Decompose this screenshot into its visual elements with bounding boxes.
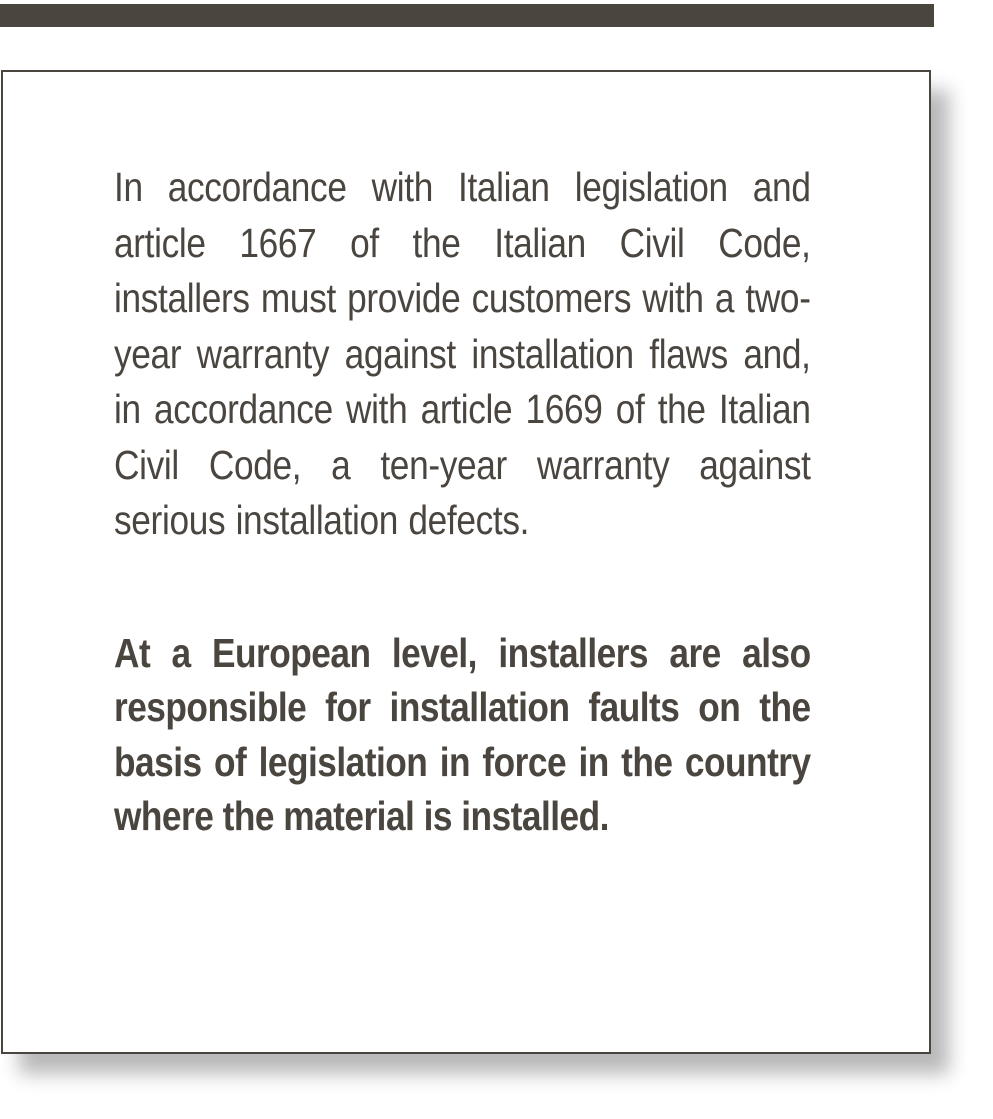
header-bar <box>0 4 934 27</box>
warranty-text-block <box>114 160 811 844</box>
paragraph-spacer <box>114 549 811 626</box>
european-responsibility-paragraph: At a European level, installers are also responsible for installation faults on the basis of legislation in force in the country where the material is installed. <box>114 629 811 839</box>
italian-warranty-paragraph: In accordance with Italian legislation and article 1667 of the Italian Civil Code, installers must provide customers with a two-year warranty against installation flaws and, in accordance with article 1669 of the Italian Civil Code, a ten-year warranty against serious installation defects. <box>114 164 811 543</box>
